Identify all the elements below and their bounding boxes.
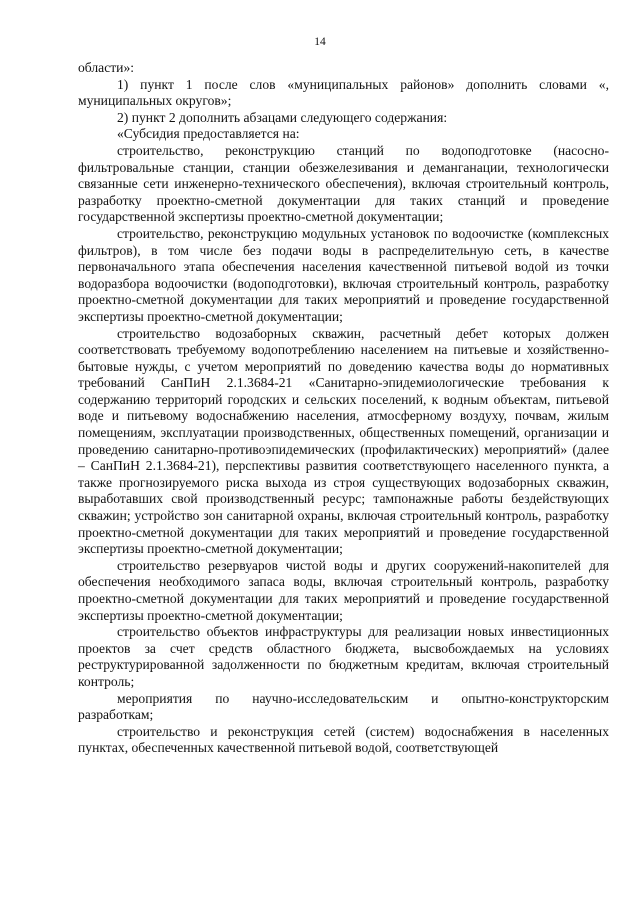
paragraph: мероприятия по научно-исследовательским и опытно-конструкторским разработкам; [78, 690, 609, 723]
document-body [78, 60, 609, 757]
paragraph: 2) пункт 2 дополнить абзацами следующего содержания: [117, 109, 448, 125]
paragraph: «Субсидия предоставляется на: [117, 126, 300, 142]
paragraph: строительство объектов инфраструктуры для реализации новых инвестиционных проектов за счет средств областного бюджета, высвобождаемых на условиях реструктурированной задолженности по бюджетным кредитам, включая строительный контроль; [78, 624, 609, 689]
paragraph: строительство, реконструкцию модульных установок по водоочистке (комплексных фильтров), в том числе без подачи воды в распределительную сеть, в качестве первоначального этапа обеспечения населения качественной питьевой водой из точки водоразбора водоочистки (водоподготовки), включая строительный контроль, разработку проектно-сметной документации для таких мероприятий и проведение государственной экспертизы проектно-сметной документации; [78, 225, 609, 324]
paragraph: строительство резервуаров чистой воды и других сооружений-накопителей для обеспечения необходимого запаса воды, включая строительный контроль, разработку проектно-сметной документации для таких мероприятий и проведение государственной экспертизы проектно-сметной документации; [78, 557, 609, 623]
paragraph: строительство, реконструкцию станций по водоподготовке (насосно-фильтровальные станции, станции обезжелезивания и деманганации, технологически связанные сети инженерно-технического обеспечения), включая строительный контроль, разработку проектно-сметной документации для таких станций и проведение государственной экспертизы проектно-сметной документации; [78, 142, 609, 225]
paragraph: строительство водозаборных скважин, расчетный дебет которых должен соответствовать требуемому водопотреблению населением на питьевые и хозяйственно-бытовые нужды, с учетом мероприятий по доведению качества воды до нормативных требований СанПиН 2.1.3684-21 «Санитарно-эпидемиологические требования к содержанию территорий городских и сельских поселений, к водным объектам, питьевой воде и питьевому водоснабжению населения, атмосферному воздуху, почвам, жилым помещениям, эксплуатации производственных, общественных помещений, организации и проведению санитарно-противоэпидемических (профилактических) мероприятий» (далее – СанПиН 2.1.3684-21), перспективы развития соответствующего населенного пункта, а также прогнозируемого риска выхода из строя существующих водозаборных скважин, выработавших свой производственный ресурс; тампонажные работы бездействующих скважин; устройство зон санитарной охраны, включая строительный контроль, разработку проектно-сметной документации для таких мероприятий и проведение государственной экспертизы проектно-сметной документации; [78, 325, 609, 557]
paragraph: области»: [78, 60, 135, 75]
paragraph: 1) пункт 1 после слов «муниципальных районов» дополнить словами «, муниципальных округов»; [78, 76, 609, 109]
page-number: 14 [314, 36, 326, 48]
paragraph: строительство и реконструкция сетей (систем) водоснабжения в населенных пунктах, обеспеченных качественной питьевой водой, соответствующей [78, 723, 609, 756]
